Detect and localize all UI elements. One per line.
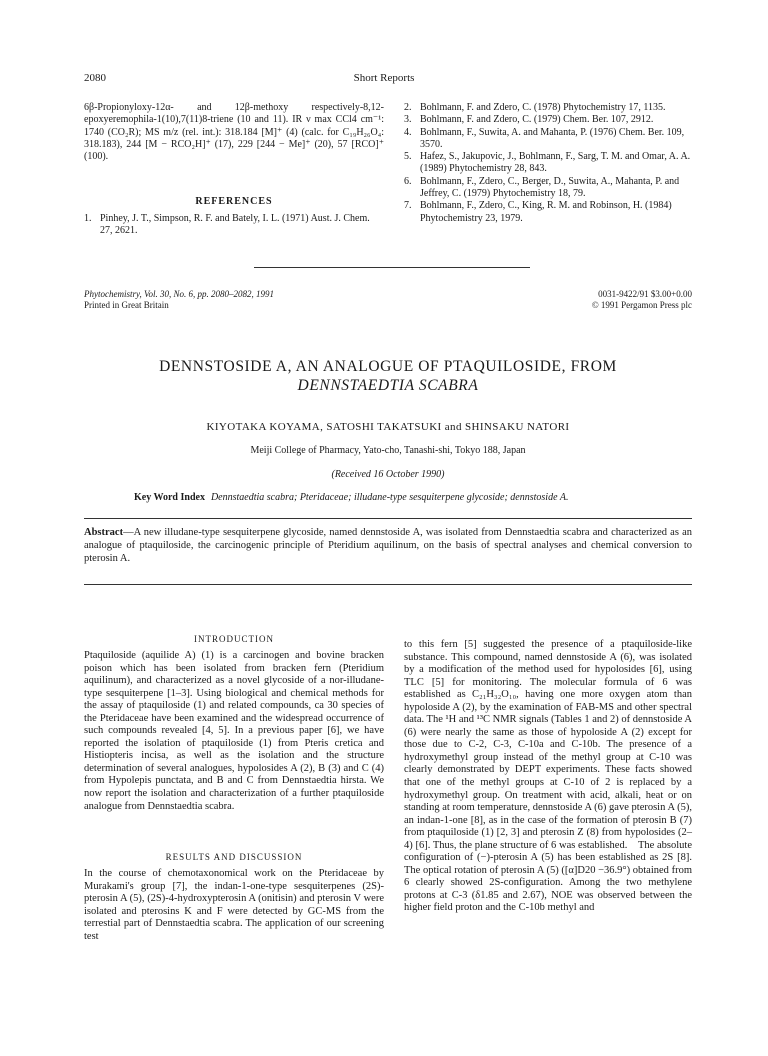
- reference-item: [404, 127, 692, 152]
- reference-item: [404, 176, 692, 201]
- title-line-2: DENNSTAEDTIA SCABRA: [297, 377, 479, 394]
- key-word-index: [134, 492, 694, 503]
- reference-number: 5.: [404, 151, 412, 163]
- reference-number: 3.: [404, 114, 412, 126]
- keywords-text: Dennstaedtia scabra; Pteridaceae; illudane-type sesquiterpene glycoside; dennstoside A.: [210, 492, 569, 503]
- introduction-heading: INTRODUCTION: [194, 634, 274, 644]
- running-head: Short Reports: [353, 72, 415, 84]
- results-discussion-heading: RESULTS AND DISCUSSION: [165, 852, 303, 862]
- reference-item: [404, 151, 692, 176]
- reference-text: Bohlmann, F., Zdero, C., King, R. M. and Robinson, H. (1984) Phytochemistry 23, 1979.: [420, 200, 672, 224]
- introduction-text: Ptaquiloside (aquilide A) (1) is a carcinogen and bovine bracken poison which has been isolated from bracken fern (Pteridium aquilinum), and characterized as a novel glycoside of a nor-illudane-type sesquiterpene [1–3]. Using biological and chemical methods for the assay of ptaquiloside (1) and related compounds, ca 30 species of the Pteridaceae have been examined and the widespread occurrence of such compounds revealed [4, 5]. In a previous paper [6], we have reported the isolation of ptaquiloside (1) from Pteris cretica and Histiopteris incisa, as well as the isolation and the structure determination of several analogues, hypolosides A (2), B (3) and C (4) from Hypolepis punctata, and B and C from Dennstaedtia hirsta. We now report the isolation and characterization of a further ptaquiloside analogue from Dennstaedtia scabra.: [84, 650, 384, 812]
- reference-number: 1.: [84, 213, 92, 224]
- reference-number: 2.: [404, 102, 412, 113]
- reference-text: Bohlmann, F. and Zdero, C. (1979) Chem. Ber. 107, 2912.: [420, 114, 654, 126]
- page-number: 2080: [84, 72, 106, 84]
- reference-number: 7.: [404, 200, 412, 212]
- reference-text: Bohlmann, F., Suwita, A. and Mahanta, P. (1976) Chem. Ber. 109, 3570.: [420, 126, 685, 150]
- copyright-line: © 1991 Pergamon Press plc: [591, 300, 692, 310]
- abstract: [84, 526, 692, 566]
- issn-block: [484, 289, 692, 311]
- reference-item: [404, 102, 692, 114]
- reference-number: 4.: [404, 126, 412, 138]
- reference-item: [404, 200, 692, 225]
- abstract-text: —A new illudane-type sesquiterpene glycoside, named dennstoside A, was isolated from Dennstaedtia scabra and characterized as an analogue of ptaquiloside, the carcinogenic principle of Pteridium aquilinum, on the basis of spectral analyses and chemical conversion to pterosin A.: [84, 527, 692, 565]
- reference-text: Hafez, S., Jakupovic, J., Bohlmann, F., Sarg, T. M. and Omar, A. A. (1989) Phytochemistry 28, 843.: [420, 151, 691, 175]
- abstract-top-rule: [84, 518, 692, 519]
- journal-citation: [84, 289, 274, 311]
- abstract-bottom-rule: [84, 584, 692, 585]
- reference-text: Pinhey, J. T., Simpson, R. F. and Bately, I. L. (1971) Aust. J. Chem. 27, 2621.: [100, 213, 370, 237]
- article-title: [84, 357, 692, 395]
- previous-article-experimental: 6β-Propionyloxy-12α- and 12β-methoxy respectively-8,12-epoxyeremophila-1(10),7(11)8-triene (10 and 11). IR ν max CCl4 cm⁻¹: 1740 (CO₂R); MS m/z (rel. int.): 318.184 [M]⁺ (4) (calc. for C₁₉H₂₆O₄: 318.183), 244 [M − RCO₂H]⁺ (17), 229 [244 − Me]⁺ (20), 57 [RCO]⁺ (100).: [84, 102, 384, 163]
- reference-item: [84, 213, 384, 238]
- reference-number: 6.: [404, 175, 412, 187]
- issn-line: 0031-9422/91 $3.00+0.00: [598, 289, 692, 299]
- references-list-right: [404, 102, 692, 225]
- received-date: (Received 16 October 1990): [331, 469, 445, 480]
- authors: KIYOTAKA KOYAMA, SATOSHI TAKATSUKI and SHINSAKU NATORI: [206, 421, 570, 433]
- right-column-text: to this fern [5] suggested the presence of a ptaquiloside-like substance. This compound, named dennstoside A (6), was isolated by a modification of the method used for hypolosides [6], using TLC [5] for monitoring. The molecular formula of 6 was established as C₂₁H₃₂O₁₀, having one more oxygen atom than hypoloside A (2), by the examination of FAB-MS and other spectral data. The ¹H and ¹³C NMR signals (Tables 1 and 2) of dennstoside A (6) were nearly the same as those of hypoloside A (2) except for those due to C-2, C-3, C-10a and C-10b. The presence of a hydroxymethyl group instead of the methyl group at C-10 was clearly demonstrated by DEPT experiments. These facts showed that one of the methyl groups at C-10 of 2 is replaced by a hydroxymethyl group. On treatment with acid, alkali, heat or on standing at room temperature, dennstoside A (6) gave pterosin A (5), an indan-1-one [8], as in the case of the formation of pterosin B (7) from ptaquiloside (1) [2, 3] and pterosin Z (8) from hypolosides (2–4) [6]. Thus, the plane structure of 6 was established. The absolute configuration of (−)-pterosin A (5) has been established as 2S [8]. The optical rotation of pterosin A (5) ([α]D20 −36.9°) obtained from 6 clearly showed 2S-configuration. Among the two methylene protons at C-3 (δ1.85 and 2.67), NOE was observed between the higher field proton and the C-10b methyl and: [404, 639, 692, 914]
- printed-line: Printed in Great Britain: [84, 300, 169, 310]
- reference-text: Bohlmann, F., Zdero, C., Berger, D., Suwita, A., Mahanta, P. and Jeffrey, C. (1979) Phytochemistry 18, 79.: [420, 175, 680, 200]
- results-discussion-text: In the course of chemotaxonomical work on the Pteridaceae by Murakami's group [7], the indan-1-one-type sesquiterpenes (2S)-pterosin A (5), (2S)-4-hydroxypterosin A (onitisin) and pterosin V were isolated and pterosins K and F were detected by GC-MS from the terrestial part of Dennstaedtia scabra. The application of our screening test: [84, 868, 384, 942]
- references-list-left: [84, 213, 384, 238]
- article-divider: [254, 267, 530, 268]
- abstract-label: Abstract: [84, 527, 124, 538]
- references-heading: REFERENCES: [195, 196, 273, 207]
- title-line-1: DENNSTOSIDE A, AN ANALOGUE OF PTAQUILOSIDE, FROM: [159, 358, 617, 375]
- keywords-label: Key Word Index: [134, 492, 205, 503]
- reference-text: Bohlmann, F. and Zdero, C. (1978) Phytochemistry 17, 1135.: [420, 102, 666, 113]
- affiliation: Meiji College of Pharmacy, Yato-cho, Tanashi-shi, Tokyo 188, Japan: [250, 445, 526, 456]
- reference-item: [404, 114, 692, 126]
- journal-line: Phytochemistry, Vol. 30, No. 6, pp. 2080–2082, 1991: [84, 289, 274, 299]
